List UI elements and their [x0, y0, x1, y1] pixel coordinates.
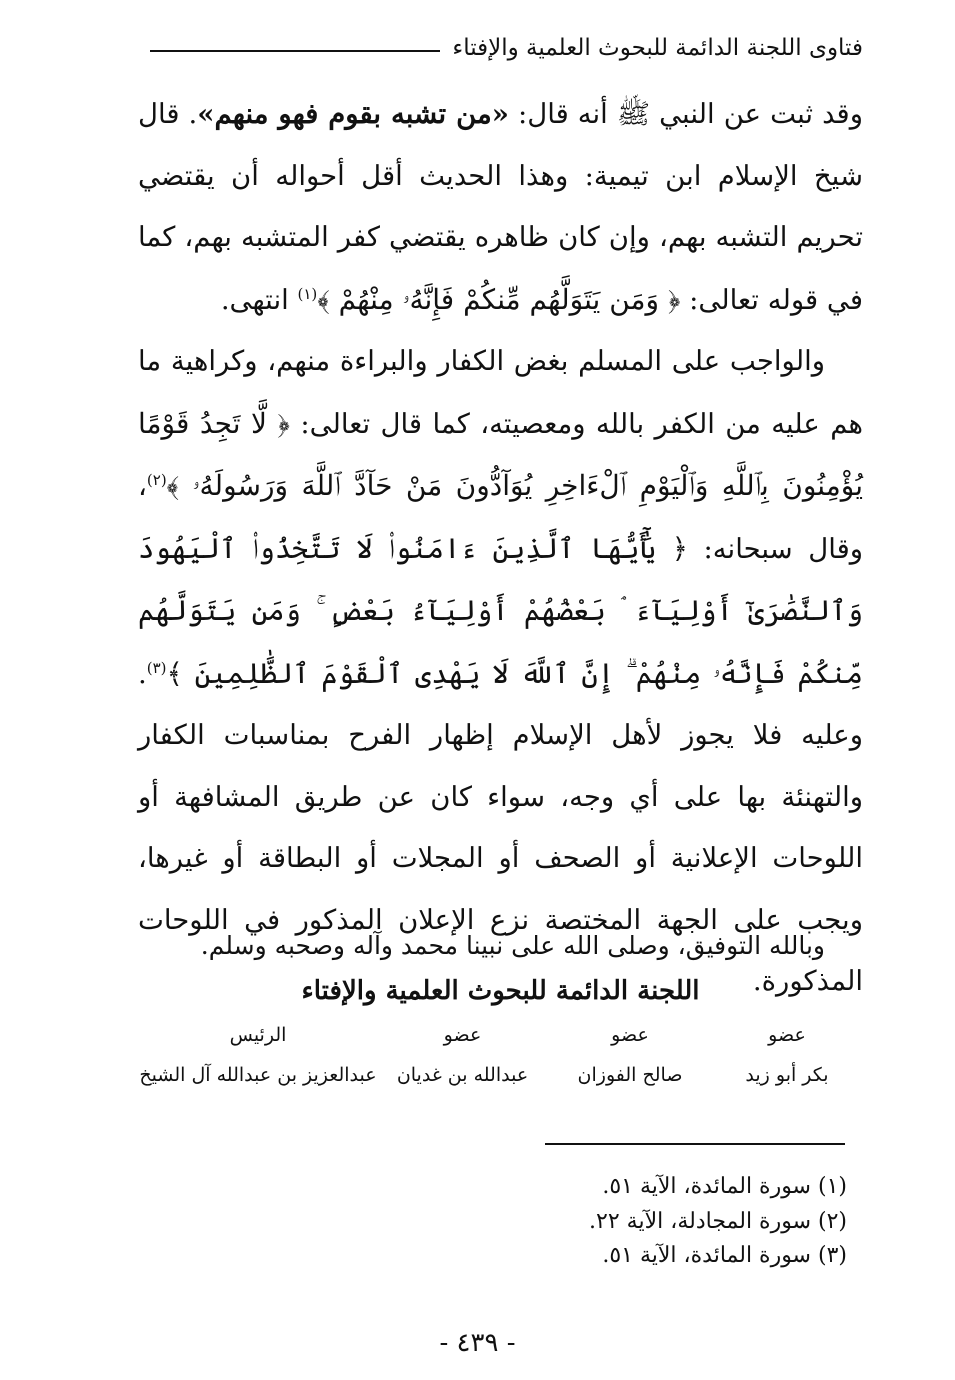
- signatory-name: عبدالعزيز بن عبدالله آل الشيخ: [139, 1064, 377, 1086]
- header-title: فتاوى اللجنة الدائمة للبحوث العلمية والإفتاء: [452, 35, 863, 61]
- signatory-3: [380, 1024, 545, 1086]
- footnote-ref-1: (١): [297, 284, 318, 303]
- signatory-4: [138, 1024, 378, 1086]
- quran-verse-1: ﴿ وَمَن يَتَوَلَّهُم مِّنكُمْ فَإِنَّهُۥ مِنْهُمْ ﴾: [317, 282, 681, 316]
- hadith-quote: «من تشبه بقوم فهو منهم»: [197, 98, 509, 130]
- signatory-role: عضو: [611, 1024, 649, 1046]
- p1-text-2: . قال شيخ الإسلام ابن تيمية: وهذا الحديث أقل أحواله أن يقتضي تحريم التشبه بهم، وإن كان ظاهره يقتضي كفر المتشبه بهم، كما في قوله تعالى:: [138, 98, 863, 316]
- p1-text-1: وقد ثبت عن النبي ﷺ أنه قال:: [508, 98, 863, 130]
- signatory-role: الرئيس: [229, 1024, 287, 1046]
- committee-name: اللجنة الدائمة للبحوث العلمية والإفتاء: [301, 976, 700, 1006]
- signatory-1: [727, 1024, 847, 1086]
- quran-verse-2: ﴿ لَّا تَجِدُ قَوْمًا يُؤْمِنُونَ بِٱللَّهِ وَٱلْيَوْمِ ٱلْءَاخِرِ يُوَآدُّونَ مَنْ حَآدَّ ٱللَّهَ وَرَسُولَهُۥ ﴾: [138, 406, 863, 502]
- running-header: [150, 28, 863, 68]
- main-text: [138, 84, 863, 1013]
- closing-line: وبالله التوفيق، وصلى الله على نبينا محمد وآله وصحبه وسلم.: [200, 931, 825, 960]
- footnote-separator: [545, 1143, 845, 1145]
- paragraph-2: [138, 331, 863, 1013]
- signatory-2: [560, 1024, 700, 1086]
- signatory-role: عضو: [443, 1024, 482, 1046]
- page-number: - ٤٣٩ -: [439, 1328, 516, 1358]
- header-rule: [150, 50, 440, 52]
- footnote-1: (١) سورة المائدة، الآية ٥١.: [602, 1174, 847, 1199]
- footnote-ref-2: (٢): [146, 470, 167, 489]
- p2-text-1: والواجب على المسلم بغض الكفار والبراءة منهم، وكراهية ما هم عليه من الكفر بالله ومعصيته، كما قال تعالى:: [138, 345, 863, 440]
- p2-text-3: . وعليه فلا يجوز لأهل الإسلام إظهار الفرح بمناسبات الكفار والتهنئة بها على أي وجه، سواء كان عن طريق المشافهة أو اللوحات الإعلانية أو الصحف أو المجلات أو البطاقة أو غيرها، ويجب على الجهة المختصة نزع الإعلان المذكور في اللوحات المذكورة.: [138, 657, 863, 997]
- footnotes: [589, 1170, 847, 1274]
- signatory-name: صالح الفوزان: [577, 1064, 683, 1086]
- footnote-2: (٢) سورة المجادلة، الآية ٢٢.: [589, 1208, 847, 1234]
- paragraph-1: [138, 84, 863, 331]
- signatory-name: بكر أبو زيد: [745, 1064, 829, 1086]
- signatory-role: عضو: [768, 1024, 806, 1046]
- footnote-3: (٣) سورة المائدة، الآية ٥١.: [602, 1243, 847, 1268]
- signatory-name: عبدالله بن غديان: [396, 1064, 529, 1086]
- quran-verse-3: ﴿ يَٰٓأَيُّهَا ٱلَّذِينَ ءَامَنُوا۟ لَا تَتَّخِذُوا۟ ٱلْيَهُودَ وَٱلنَّصَٰرَىٰٓ أَوْلِيَآءَ ۘ بَعْضُهُمْ أَوْلِيَآءُ بَعْضٍ ۚ وَمَن يَتَوَلَّهُم مِّنكُمْ فَإِنَّهُۥ مِنْهُمْ ۗ إِنَّ ٱللَّهَ لَا يَهْدِى ٱلْقَوْمَ ٱلظَّٰلِمِينَ ﴾: [138, 531, 863, 690]
- p1-text-3: انتهى.: [220, 283, 298, 316]
- footnote-ref-3: (٣): [146, 658, 167, 677]
- p2-text-2: ، وقال سبحانه:: [138, 470, 863, 565]
